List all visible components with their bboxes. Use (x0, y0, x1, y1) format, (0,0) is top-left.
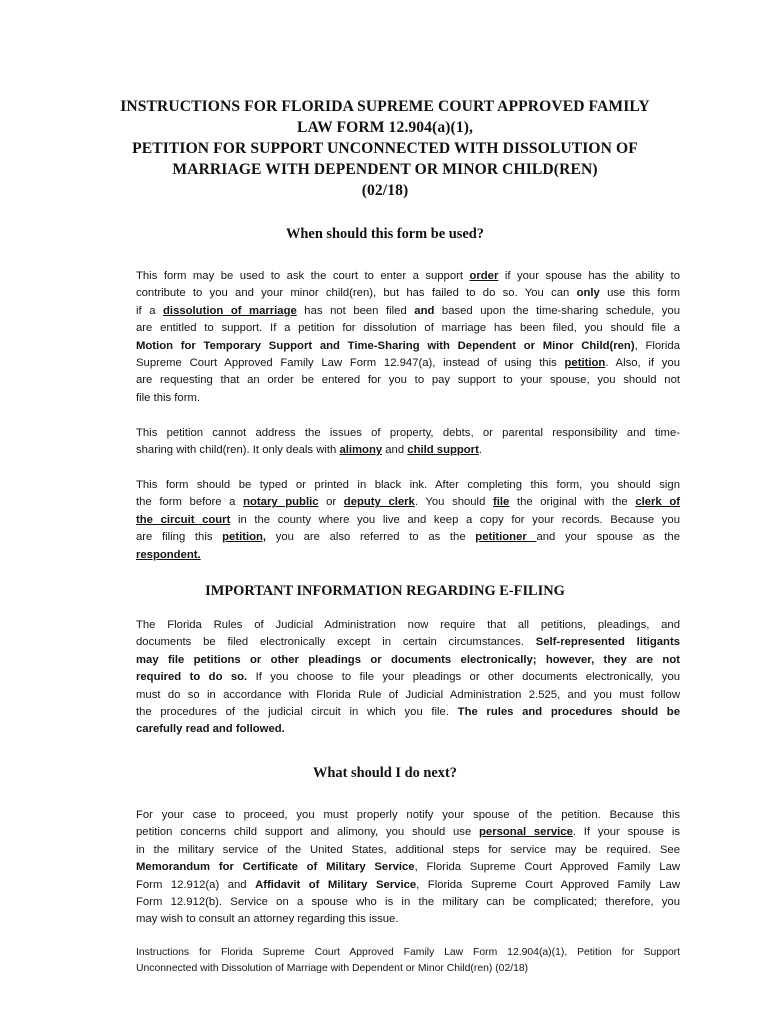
title-line: (02/18) (361, 182, 409, 199)
page-title (96, 96, 674, 201)
term-alimony: alimony (339, 444, 383, 457)
term-circuit-court: the circuit court (136, 513, 231, 526)
term-dissolution-of-marriage: dissolution of marriage (163, 304, 297, 317)
term-personal-service: personal service (479, 826, 573, 839)
section-heading-when-used: When should this form be used? (286, 226, 484, 242)
section-heading-next-steps: What should I do next? (313, 765, 457, 781)
page-footer (136, 945, 680, 977)
term-file: file (492, 496, 510, 509)
title-line: INSTRUCTIONS FOR FLORIDA SUPREME COURT APPROVED FAMILY (120, 98, 650, 115)
paragraph-e-filing: The Florida Rules of Judicial Administration now require that all petitions, pleadings, and documents be filed electronically except in certain circumstances. Self-represented litigants may file petitions or other pleadings or documents electronically; however, they are not required to do so. If you choose to file your pleadings or other documents electronically, you must do so in accordance with Florida Rule of Judicial Administration 2.525, and you must follow the procedures of the judicial circuit in which you file. The rules and procedures should be carefully read and followed. (136, 619, 681, 736)
term-clerk-of-court: clerk of (635, 496, 680, 509)
paragraph-form-usage: This form may be used to ask the court to enter a support order if your spouse has the ability to contribute to you and your minor child(ren), but has failed to do so. You can only use this form if a dissolution of marriage has not been filed and based upon the time-sharing schedule, you are entitled to support. If a petition for dissolution of marriage has been filed, you should file a Motion for Temporary Support and Time-Sharing with Dependent or Minor Child(ren), Florida Supreme Court Approved Family Law Form 12.947(a), instead of using this petition. Also, if you are requesting that an order be entered for you to pay support to your spouse, you should not file this form. (136, 270, 680, 404)
title-line: PETITION FOR SUPPORT UNCONNECTED WITH DISSOLUTION OF (132, 140, 638, 157)
footer-line: Unconnected with Dissolution of Marriage with Dependent or Minor Child(ren) (02/18) (136, 963, 529, 974)
term-petition: petition (564, 357, 606, 370)
term-petitioner: petitioner (475, 531, 537, 544)
paragraph-filing: This form should be typed or printed in black ink. After completing this form, you should sign the form before a notary public or deputy clerk. You should file the original with the clerk of the circuit court in the county where you live and keep a copy for your records. Because you are filing this petition, you are also referred to as the petitioner and your spouse as the respondent. (136, 479, 680, 561)
term-respondent: respondent. (136, 548, 201, 561)
term-notary-public: notary public (243, 496, 319, 509)
paragraph-scope: This petition cannot address the issues of property, debts, or parental responsibility and time- sharing with child(ren). It only deals with alimony and child support. (136, 427, 680, 457)
section-heading-e-filing: IMPORTANT INFORMATION REGARDING E-FILING (205, 583, 565, 599)
term-child-support: child support (407, 444, 479, 457)
term-deputy-clerk: deputy clerk (343, 496, 415, 509)
link-order: order (469, 270, 499, 282)
title-line: LAW FORM 12.904(a)(1), (296, 119, 474, 136)
footer-line: Instructions for Florida Supreme Court Approved Family Law Form 12.904(a)(1), Petition for Support (136, 947, 680, 958)
paragraph-next-steps: For your case to proceed, you must properly notify your spouse of the petition. Because this petition concerns child support and alimony, you should use personal service. If your spouse is in the military service of the United States, additional steps for service may be required. See Memorandum for Certificate of Military Service, Florida Supreme Court Approved Family Law Form 12.912(a) and Affidavit of Military Service, Florida Supreme Court Approved Family Law Form 12.912(b). Service on a spouse who is in the military can be complicated; therefore, you may wish to consult an attorney regarding this issue. (136, 809, 681, 926)
term-petition: petition, (222, 531, 267, 544)
title-line: MARRIAGE WITH DEPENDENT OR MINOR CHILD(REN) (172, 161, 598, 178)
